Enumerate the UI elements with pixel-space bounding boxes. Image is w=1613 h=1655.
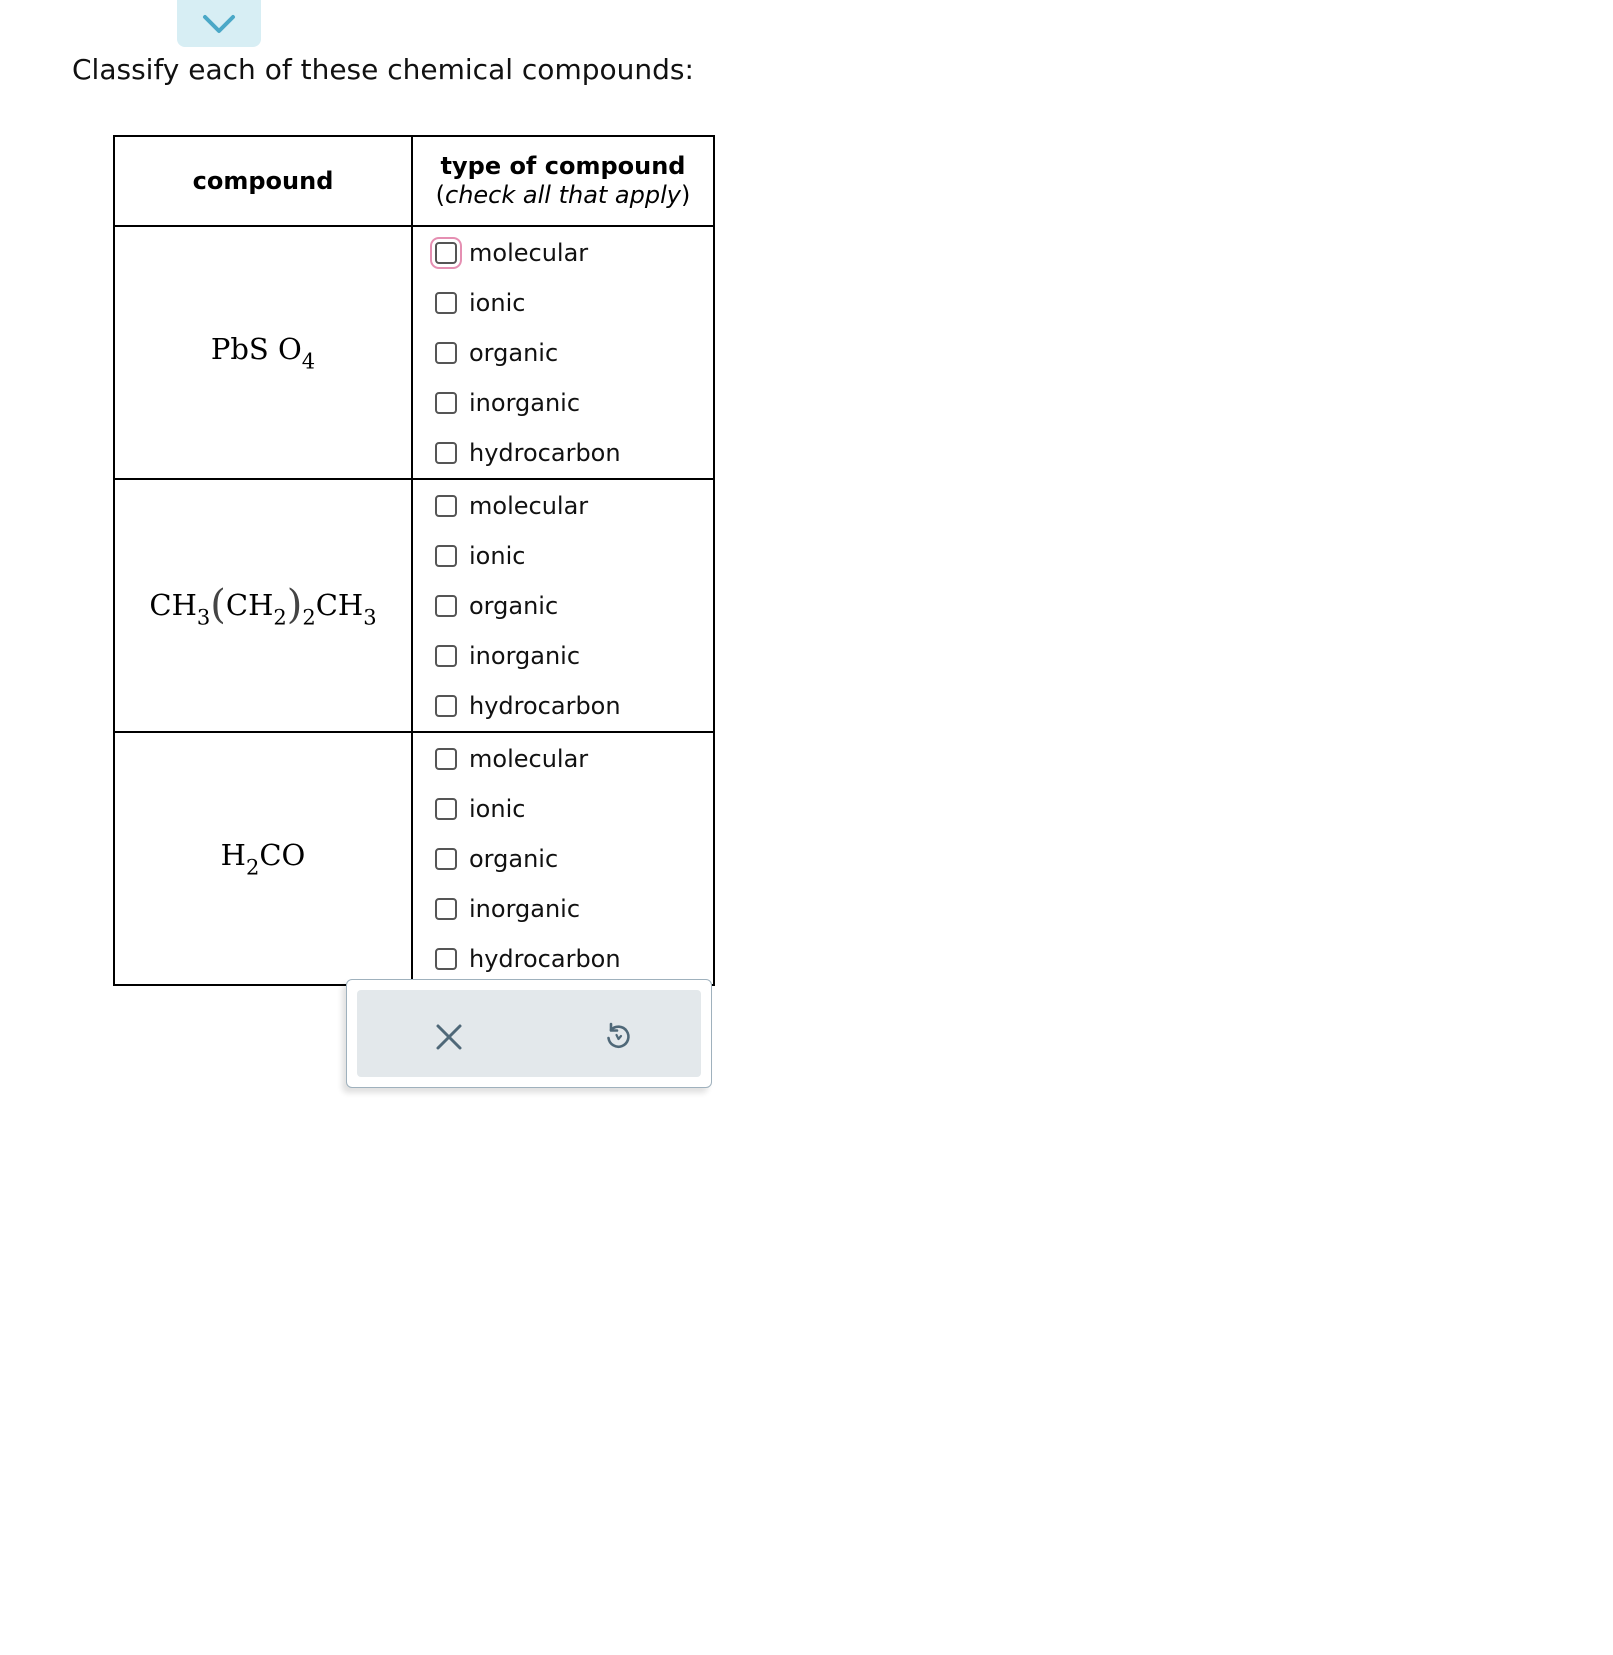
checkbox[interactable]: [435, 645, 457, 667]
checkbox[interactable]: [435, 392, 457, 414]
option-label: inorganic: [469, 895, 581, 923]
header-type: [412, 136, 714, 226]
collapse-button[interactable]: [177, 0, 261, 47]
option-hydrocarbon[interactable]: [413, 681, 713, 731]
option-ionic[interactable]: [413, 531, 713, 581]
option-inorganic[interactable]: [413, 631, 713, 681]
table-row: [114, 732, 714, 985]
header-type-title: type of compound: [440, 152, 686, 180]
checkbox[interactable]: [435, 495, 457, 517]
option-organic[interactable]: [413, 581, 713, 631]
classification-table: [113, 135, 715, 986]
option-label: molecular: [469, 492, 589, 520]
option-label: organic: [469, 592, 559, 620]
option-label: ionic: [469, 795, 526, 823]
options-list: [412, 732, 714, 985]
compound-formula: $H_2CO$: [114, 732, 412, 985]
compound-formula: PbS $O_4$: [114, 226, 412, 479]
question-prompt: Classify each of these chemical compounds:: [72, 53, 694, 86]
option-label: hydrocarbon: [469, 945, 621, 973]
option-ionic[interactable]: [413, 278, 713, 328]
option-label: hydrocarbon: [469, 692, 621, 720]
answer-action-bar: [346, 979, 712, 1088]
option-label: inorganic: [469, 642, 581, 670]
chevron-down-icon: [201, 13, 237, 35]
checkbox[interactable]: [435, 898, 457, 920]
undo-button[interactable]: [601, 1020, 635, 1054]
checkbox[interactable]: [435, 242, 457, 264]
option-label: hydrocarbon: [469, 439, 621, 467]
checkbox[interactable]: [435, 442, 457, 464]
undo-icon: [602, 1021, 634, 1053]
option-label: inorganic: [469, 389, 581, 417]
option-inorganic[interactable]: [413, 378, 713, 428]
option-label: ionic: [469, 289, 526, 317]
option-label: organic: [469, 845, 559, 873]
option-organic[interactable]: [413, 328, 713, 378]
checkbox[interactable]: [435, 342, 457, 364]
option-ionic[interactable]: [413, 784, 713, 834]
checkbox[interactable]: [435, 545, 457, 567]
option-label: molecular: [469, 239, 589, 267]
option-hydrocarbon[interactable]: [413, 428, 713, 478]
checkbox[interactable]: [435, 798, 457, 820]
checkbox[interactable]: [435, 695, 457, 717]
action-bar-inner: [357, 990, 701, 1077]
option-label: ionic: [469, 542, 526, 570]
option-label: organic: [469, 339, 559, 367]
options-list: [412, 479, 714, 732]
table-header-row: [114, 136, 714, 226]
option-organic[interactable]: [413, 834, 713, 884]
option-molecular[interactable]: [413, 481, 713, 531]
option-molecular[interactable]: [413, 228, 713, 278]
compound-formula: $CH_3(CH_2)_2CH_3$: [114, 479, 412, 732]
option-molecular[interactable]: [413, 734, 713, 784]
checkbox[interactable]: [435, 292, 457, 314]
options-list: [412, 226, 714, 479]
table-row: [114, 479, 714, 732]
option-inorganic[interactable]: [413, 884, 713, 934]
option-label: molecular: [469, 745, 589, 773]
checkbox[interactable]: [435, 748, 457, 770]
header-type-subtitle: (check all that apply): [435, 181, 691, 209]
checkbox[interactable]: [435, 595, 457, 617]
close-icon: [435, 1023, 463, 1051]
table-row: [114, 226, 714, 479]
checkbox[interactable]: [435, 848, 457, 870]
checkbox[interactable]: [435, 948, 457, 970]
header-compound: compound: [114, 136, 412, 226]
clear-button[interactable]: [432, 1020, 466, 1054]
option-hydrocarbon[interactable]: [413, 934, 713, 984]
